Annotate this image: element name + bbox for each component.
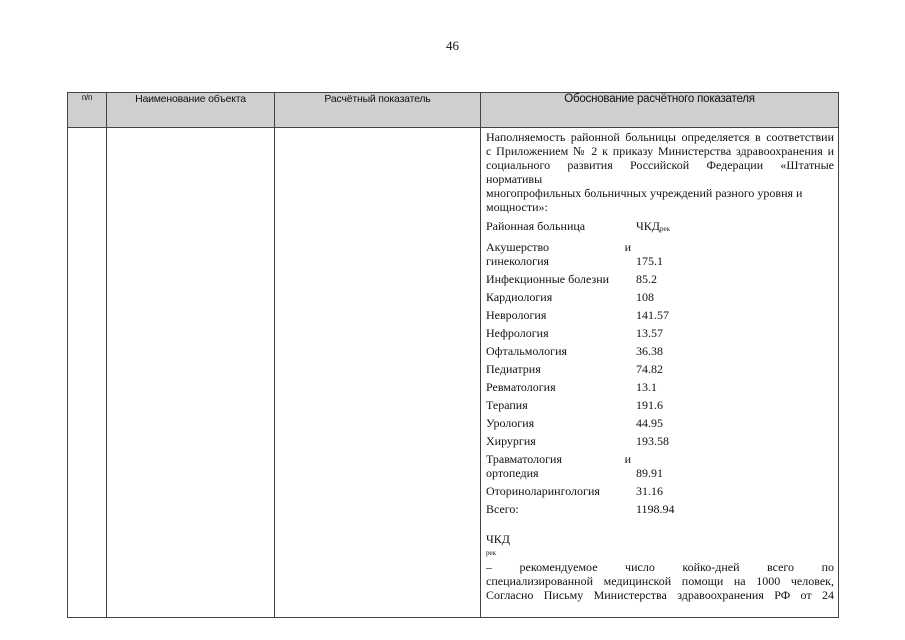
list-item: Ревматология 13.1 (486, 380, 657, 394)
norms-table (67, 92, 839, 618)
intro-line: многопрофильных больничных учреждений разного уровня и (486, 186, 803, 200)
header-basis: Обоснование расчётного показателя (481, 93, 839, 128)
intro-line: Наполняемость районной больницы определяется в соответствии (486, 130, 834, 144)
list-item: Урология 44.95 (486, 416, 663, 430)
page-number: 46 (446, 38, 459, 53)
intro-line: социального развития Российской Федерации «Штатные (486, 158, 834, 172)
list-item: Неврология 141.57 (486, 308, 669, 322)
dept-header-row (486, 219, 675, 240)
list-item: Терапия 191.6 (486, 398, 663, 412)
header-object-name: Наименование объекта (107, 93, 275, 128)
table-header-row (68, 93, 839, 128)
departments-table (486, 219, 675, 520)
list-item: Акушерство и гинекология 175.1 (486, 240, 663, 268)
list-item: Хирургия 193.58 (486, 434, 669, 448)
intro-line: нормативы (486, 172, 543, 186)
dept-header-value: ЧКДрек (636, 219, 671, 233)
list-item: Офтальмология 36.38 (486, 344, 663, 358)
header-indicator: Расчётный показатель (275, 93, 481, 128)
note-line: специализированной медицинской помощи на 1000 человек, (486, 574, 834, 588)
list-item: Нефрология 13.57 (486, 326, 663, 340)
list-item: Травматология и ортопедия 89.91 (486, 452, 663, 480)
cell-basis (481, 128, 839, 618)
dept-header-name: Районная больница (486, 219, 586, 233)
cell-num (68, 128, 107, 618)
list-item: Кардиология 108 (486, 290, 654, 304)
list-item: Педиатрия 74.82 (486, 362, 663, 376)
list-item-total: Всего: 1198.94 (486, 502, 675, 516)
list-item: Оториноларингология 31.16 (486, 484, 663, 498)
list-item: Инфекционные болезни 85.2 (486, 272, 657, 286)
note-line: ЧКД рек – рекомендуемое число койко-дней всего по (486, 532, 834, 574)
cell-object-name (107, 128, 275, 618)
table-row (68, 128, 839, 618)
cell-indicator (275, 128, 481, 618)
intro-line: с Приложением № 2 к приказу Министерства здравоохранения и (486, 144, 834, 158)
intro-line: мощности»: (486, 200, 548, 214)
header-num: п/п (68, 93, 107, 128)
basis-note (486, 532, 834, 602)
note-line: Согласно Письму Министерства здравоохранения РФ от 24 (486, 588, 834, 602)
basis-intro (486, 130, 834, 214)
